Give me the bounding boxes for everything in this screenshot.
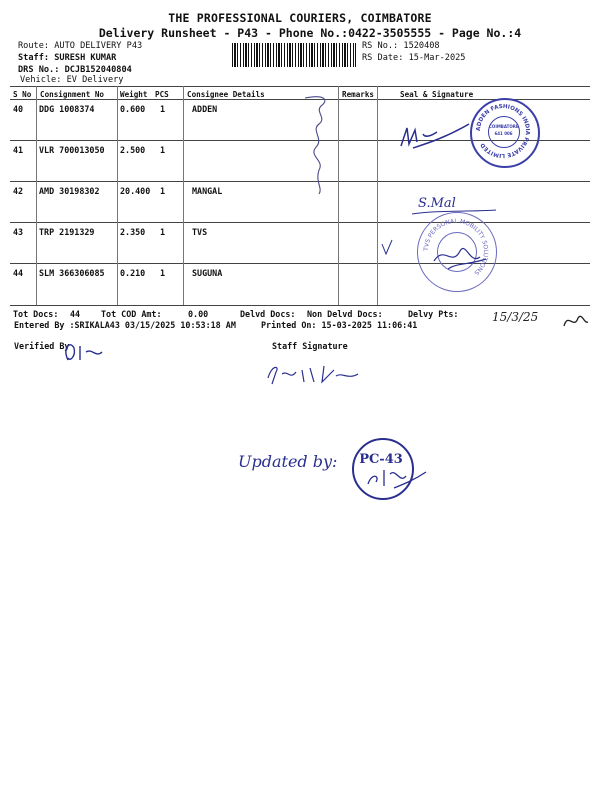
row-sno: 41 (13, 145, 24, 155)
col-header-sno: S No (13, 90, 32, 99)
row-weight: 0.600 (120, 104, 146, 114)
tot-cod-label: Tot COD Amt: (101, 309, 162, 319)
row-consignment-no: DDG 1008374 (39, 104, 95, 114)
handwritten-squiggle (295, 90, 345, 200)
delvy-pts-label: Delvy Pts: (408, 309, 459, 319)
row-consignment-no: TRP 2191329 (39, 227, 95, 237)
col-header-consignee: Consignee Details (187, 90, 265, 99)
row-sno: 43 (13, 227, 24, 237)
entered-by: Entered By :SRIKALA43 03/15/2025 10:53:18 AM (14, 320, 236, 330)
row-weight: 2.500 (120, 145, 146, 155)
col-header-consignment: Consignment No (40, 90, 105, 99)
column-divider (36, 86, 37, 305)
row-weight: 2.350 (120, 227, 146, 237)
non-delvd-docs-label: Non Delvd Docs: (307, 309, 383, 319)
runsheet-subtitle: Delivery Runsheet - P43 - Phone No.:0422-3505555 - Page No.:4 (98, 26, 522, 40)
verified-by-label: Verified By (14, 341, 70, 351)
delvd-docs-label: Delvd Docs: (240, 309, 296, 319)
row-consignment-no: VLR 700013050 (39, 145, 105, 155)
row-divider (10, 222, 590, 223)
rs-number: RS No.: 1520408 (362, 41, 440, 51)
row-sno: 44 (13, 268, 24, 278)
row-consignee: ADDEN (192, 104, 218, 114)
col-header-seal: Seal & Signature (400, 90, 474, 99)
signature-mangal: S.Mal (418, 196, 456, 211)
column-divider (183, 86, 184, 305)
col-header-pcs: PCS (155, 90, 169, 99)
tot-cod-value: 0.00 (188, 309, 209, 319)
column-divider (117, 86, 118, 305)
row-divider (10, 263, 590, 264)
row-sno: 42 (13, 186, 24, 196)
tot-docs-label: Tot Docs: (13, 309, 59, 319)
row-consignment-no: AMD 30198302 (39, 186, 100, 196)
signature-adden (395, 118, 475, 156)
printed-on: Printed On: 15-03-2025 11:06:41 (261, 320, 418, 330)
pc43-signature (360, 462, 430, 494)
row-pcs: 1 (160, 186, 166, 196)
row-pcs: 1 (160, 268, 166, 278)
col-header-remarks: Remarks (342, 90, 375, 99)
pc43-stamp-text: PC-43 (359, 452, 403, 467)
vehicle-label: Vehicle: EV Delivery (20, 75, 124, 85)
row-weight: 0.210 (120, 268, 146, 278)
adden-stamp-city: COIMBATORE (489, 124, 519, 129)
updated-by-handwriting: Updated by: (238, 452, 338, 471)
row-consignee: SUGUNA (192, 268, 223, 278)
row-consignee: MANGAL (192, 186, 223, 196)
date-initials (560, 308, 590, 332)
table-bottom-border (10, 305, 590, 306)
adden-stamp-name: ADDEN FASHIONS INDIA PRIVATE LIMITED (475, 103, 531, 159)
row-weight: 20.400 (120, 186, 151, 196)
staff-signature-label: Staff Signature (272, 341, 348, 351)
handwritten-date: 15/3/25 (492, 310, 539, 324)
route-label: Route: AUTO DELIVERY P43 (18, 41, 143, 51)
table-top-border (10, 86, 590, 87)
tvs-stamp-name: TVS PERSONAL MOBILITY SOLUTIONS (422, 217, 490, 277)
row-consignment-no: SLM 366306085 (39, 268, 105, 278)
staff-label: Staff: SURESH KUMAR (18, 53, 117, 63)
row-consignee: TVS (192, 227, 208, 237)
drs-number: DRS No.: DCJB152040804 (18, 65, 132, 75)
column-divider (377, 86, 378, 305)
barcode (232, 43, 356, 67)
company-title: THE PROFESSIONAL COURIERS, COIMBATORE (168, 11, 432, 25)
row-pcs: 1 (160, 104, 166, 114)
verified-signature (60, 338, 110, 368)
col-header-weight: Weight (120, 90, 148, 99)
signature-tvs (430, 235, 490, 275)
row-sno: 40 (13, 104, 24, 114)
row-pcs: 1 (160, 145, 166, 155)
staff-handwritten-signature (262, 358, 372, 388)
tot-docs-value: 44 (70, 309, 81, 319)
tick-mark (380, 238, 394, 258)
row-pcs: 1 (160, 227, 166, 237)
adden-stamp-pin: 641 006 (494, 131, 513, 136)
rs-date: RS Date: 15-Mar-2025 (362, 53, 466, 63)
